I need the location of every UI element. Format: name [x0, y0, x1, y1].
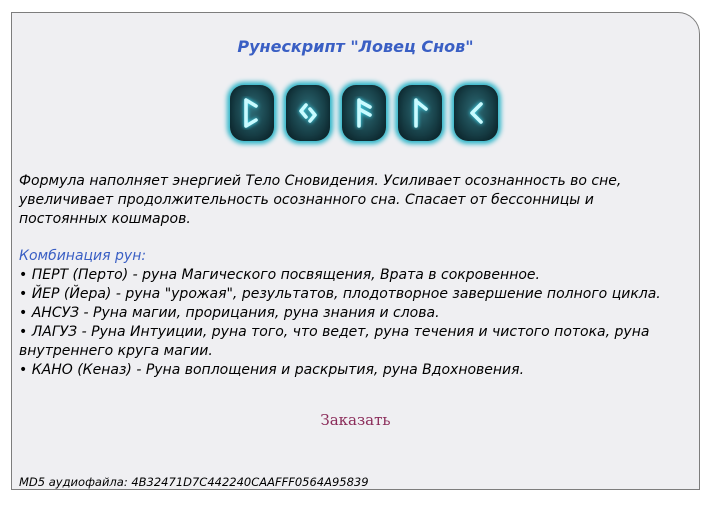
rune-strip — [230, 85, 498, 141]
runescript-card — [11, 12, 700, 490]
kano-rune-icon — [454, 85, 498, 141]
md5-checksum: MD5 аудиофайла: 4B32471D7C442240CAAFFF0564A95839 — [19, 475, 369, 489]
page-title: Рунескрипт "Ловец Снов" — [237, 37, 474, 56]
combination-item: • КАНО (Кеназ) - Руна воплощения и раскрытия, руна Вдохновения. — [19, 362, 525, 378]
jer-rune-icon — [286, 85, 330, 141]
combination-item: • ПЕРТ (Перто) - руна Магического посвящения, Врата в сокровенное. — [19, 267, 540, 283]
rune-combination — [19, 247, 689, 380]
ansuz-rune-icon — [342, 85, 386, 141]
combination-item: • АНСУЗ - Руна магии, прорицания, руна знания и слова. — [19, 305, 440, 321]
laguz-rune-icon — [398, 85, 442, 141]
order-link[interactable]: Заказать — [320, 411, 391, 429]
combination-item: • ЙЕР (Йера) - руна "урожая", результатов, плодотворное завершение полного цикла. — [19, 286, 661, 302]
combination-item: • ЛАГУЗ - Руна Интуиции, руна того, что ведет, руна течения и чистого потока, руна внутреннего круга магии. — [19, 324, 650, 359]
pert-rune-icon — [230, 85, 274, 141]
combination-heading: Комбинация рун: — [19, 248, 147, 264]
formula-description: Формула наполняет энергией Тело Сновидения. Усиливает осознанность во сне, увеличивает продолжительность осознанного сна. Спасает от бессонницы и постоянных кошмаров. — [19, 173, 622, 227]
